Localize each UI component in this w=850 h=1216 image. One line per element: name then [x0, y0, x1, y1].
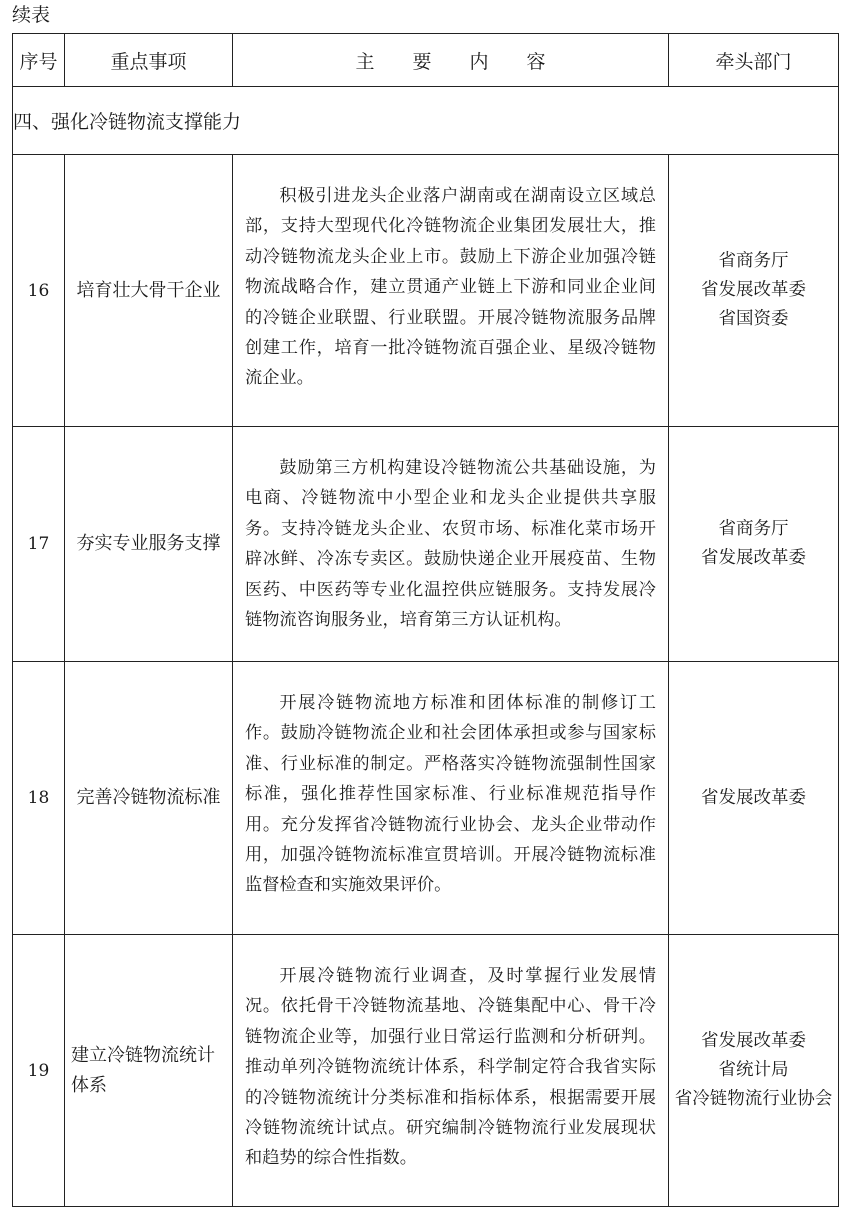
row-content-text: 开展冷链物流地方标准和团体标准的制修订工作。鼓励冷链物流企业和社会团体承担或参与国家标准、行业标准的制定。严格落实冷链物流强制性国家标准，强化推荐性国家标准、行业标准规范指导作用。充分发挥省冷链物流行业协会、龙头企业带动作用，加强冷链物流标准宣贯培训。开展冷链物流标准监督检查和实施效果评价。	[245, 693, 656, 896]
row-content-text: 鼓励第三方机构建设冷链物流公共基础设施，为电商、冷链物流中小型企业和龙头企业提供共享服务。支持冷链龙头企业、农贸市场、标准化菜市场开辟冰鲜、冷冻专卖区。鼓励快递企业开展疫苗、生物医药、中医药等专业化温控供应链服务。支持发展冷链物流咨询服务业，培育第三方认证机构。	[245, 458, 656, 631]
row-number: 16	[13, 155, 65, 427]
dept-name: 省发展改革委	[701, 787, 806, 808]
row-content	[233, 935, 669, 1207]
row-lead-dept	[669, 662, 839, 935]
dept-name: 省商务厅	[718, 519, 789, 539]
row-content-text: 开展冷链物流行业调查，及时掌握行业发展情况。依托骨干冷链物流基地、冷链集配中心、骨干冷链物流企业等，加强行业日常运行监测和分析研判。推动单列冷链物流统计体系，科学制定符合我省实际的冷链物流统计分类标准和指标体系，根据需要开展冷链物流统计试点。研究编制冷链物流行业发展现状和趋势的综合性指数。	[245, 966, 656, 1169]
header-main-content: 主要内容	[233, 34, 669, 87]
header-no: 序号	[13, 34, 65, 87]
section-title: 四、强化冷链物流支撑能力	[13, 87, 839, 155]
row-content	[233, 662, 669, 935]
dept-name: 省发展改革委	[701, 548, 806, 568]
dept-name: 省商务厅	[718, 251, 789, 271]
table-row	[13, 427, 839, 662]
row-key-item: 建立冷链物流统计体系	[65, 935, 233, 1207]
row-content	[233, 427, 669, 662]
row-content	[233, 155, 669, 427]
row-key-item: 培育壮大骨干企业	[65, 155, 233, 427]
row-number: 19	[13, 935, 65, 1207]
row-number: 18	[13, 662, 65, 935]
table-row	[13, 155, 839, 427]
row-key-item: 夯实专业服务支撑	[65, 427, 233, 662]
row-lead-dept	[669, 427, 839, 662]
row-lead-dept	[669, 935, 839, 1207]
section-row	[13, 87, 839, 155]
dept-name: 省发展改革委	[701, 280, 806, 300]
dept-name: 省冷链物流行业协会	[674, 1089, 833, 1109]
table-header-row	[13, 34, 839, 87]
header-lead-dept: 牵头部门	[669, 34, 839, 87]
dept-name: 省发展改革委	[701, 1031, 806, 1051]
row-lead-dept	[669, 155, 839, 427]
key-tasks-table	[12, 33, 839, 1207]
header-key-item: 重点事项	[65, 34, 233, 87]
row-key-item: 完善冷链物流标准	[65, 662, 233, 935]
row-number: 17	[13, 427, 65, 662]
continued-table-caption: 续表	[12, 4, 51, 26]
row-content-text: 积极引进龙头企业落户湖南或在湖南设立区域总部，支持大型现代化冷链物流企业集团发展壮大，推动冷链物流龙头企业上市。鼓励上下游企业加强冷链物流战略合作，建立贯通产业链上下游和同业企业间的冷链企业联盟、行业联盟。开展冷链物流服务品牌创建工作，培育一批冷链物流百强企业、星级冷链物流企业。	[245, 186, 656, 389]
table-row	[13, 662, 839, 935]
dept-name: 省国资委	[718, 309, 789, 329]
table-row	[13, 935, 839, 1207]
dept-name: 省统计局	[718, 1060, 789, 1080]
